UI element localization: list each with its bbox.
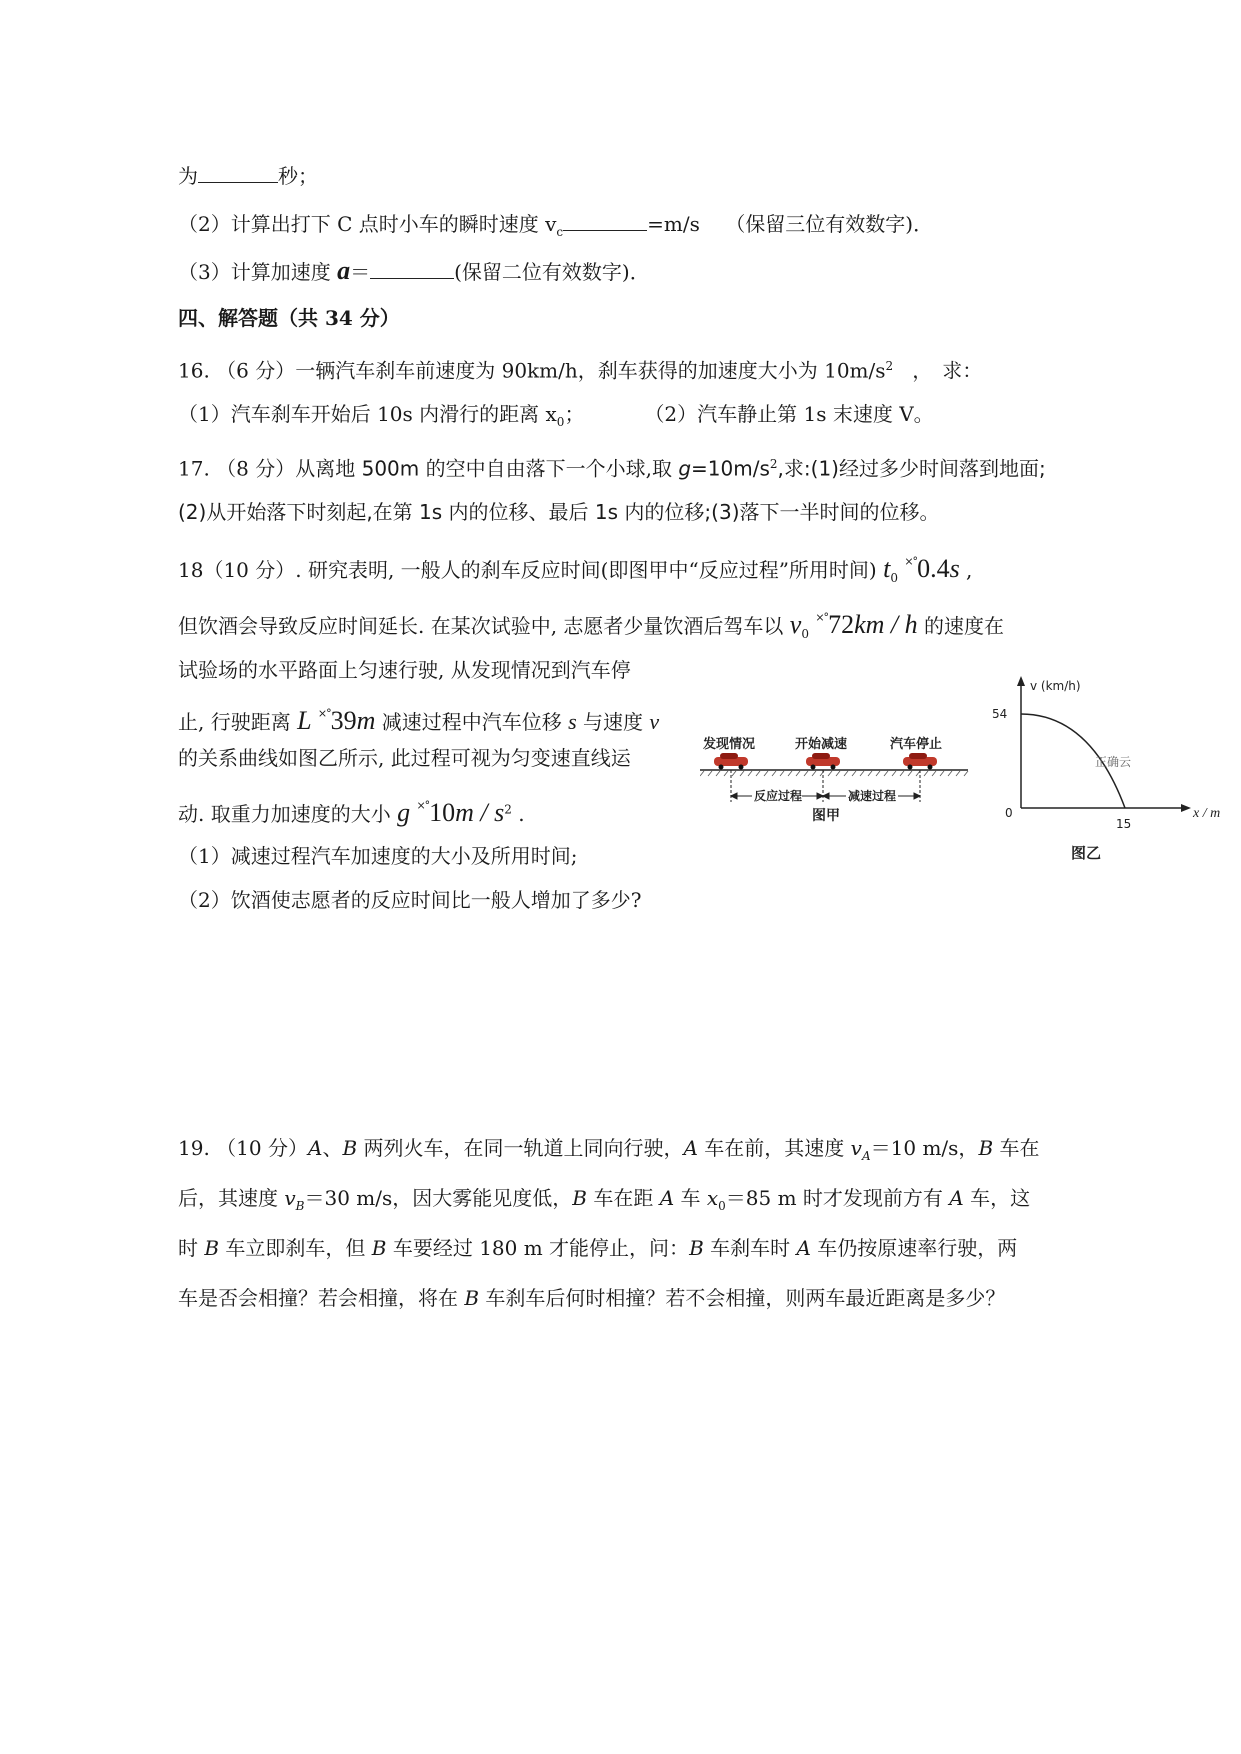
text: 动. 取重力加速度的大小: [178, 802, 398, 826]
math-unit: km / h: [854, 610, 918, 639]
math-value: 10: [429, 798, 456, 827]
q15-line-3: [178, 256, 650, 286]
text: 车在: [993, 1136, 1040, 1160]
math-var: L: [297, 706, 312, 735]
car-icon: [903, 753, 937, 770]
text: ；: [564, 402, 585, 426]
equals-mark: ×°: [416, 799, 430, 812]
car-icon: [806, 753, 840, 770]
q18-part-2: （2）饮酒使志愿者的反应时间比一般人增加了多少?: [178, 888, 642, 912]
q18-line-5: 的关系曲线如图乙所示, 此过程可视为匀变速直线运: [178, 746, 631, 770]
math-var: v: [284, 1186, 296, 1210]
math-value: 0.4: [917, 554, 950, 583]
q15-line-2: [178, 208, 933, 246]
text: (保留二位有效数字)．: [454, 260, 650, 284]
text: ＝30 m/s，因大雾能见度低，: [304, 1186, 573, 1210]
figure-jia: [700, 730, 970, 830]
text: 的速度在: [917, 614, 1004, 638]
label-reaction: 反应过程: [754, 789, 803, 803]
text: （2）汽车静止第 1s 末速度 V。: [644, 402, 934, 426]
road-hatch: [700, 771, 968, 776]
math-unit: m: [356, 706, 376, 735]
math-var: a: [337, 256, 351, 285]
q18-line-1: [178, 548, 972, 592]
text: 1s: [594, 500, 619, 524]
math-var: s: [568, 709, 577, 734]
label-discover: 发现情况: [703, 737, 756, 752]
superscript: 2: [769, 457, 778, 471]
q18-line-3: 试验场的水平路面上匀速行驶, 从发现情况到汽车停: [178, 658, 631, 682]
x-tick-label: 15: [1116, 817, 1132, 831]
math-var: v: [789, 610, 802, 639]
text: 17. （8 分）从离地: [178, 456, 362, 481]
label-start-decel: 开始减速: [795, 737, 848, 752]
math-var: A: [683, 1136, 698, 1160]
text: 内的位移;(3)落下一半时间的位移。: [618, 500, 940, 524]
x-axis-arrow: [1181, 804, 1191, 812]
figure-yi: [985, 672, 1230, 864]
q17-line-1: [178, 450, 1046, 483]
text: 时: [178, 1236, 205, 1260]
text: （保留三位有效数字)．: [725, 212, 934, 236]
q15-line-1: [178, 160, 318, 190]
text: 车要经过 180 m 才能停止，问：: [386, 1236, 690, 1260]
math-var: v: [850, 1136, 862, 1160]
figure-caption: 图乙: [1071, 844, 1102, 862]
text: （1）汽车刹车开始后 10s 内滑行的距离 x: [178, 402, 557, 426]
y-tick-label: 54: [992, 707, 1008, 721]
math-var: t: [883, 554, 891, 583]
math-var: g: [678, 456, 692, 481]
text: 与速度: [576, 710, 650, 734]
section-heading: 四、解答题（共 34 分）: [178, 306, 400, 330]
q16-line-1: [178, 352, 982, 385]
text: =m/s: [647, 212, 700, 236]
text: 车刹车时: [703, 1236, 797, 1260]
subscript: 0: [890, 571, 898, 585]
text: ,: [959, 558, 973, 582]
y-axis-arrow: [1017, 676, 1025, 686]
q16-line-2: [178, 400, 934, 436]
answer-blank: [370, 256, 454, 279]
q19-line-1: [178, 1134, 1040, 1170]
text: 车是否会相撞？若会相撞，将在: [178, 1286, 465, 1310]
text: 后，其速度: [178, 1186, 285, 1210]
text: 18（10 分）. 研究表明, 一般人的刹车反应时间(即图甲中“反应过程”所用时间): [178, 558, 877, 582]
math-var: B: [342, 1136, 358, 1160]
q18-part-1: （1）减速过程汽车加速度的大小及所用时间;: [178, 844, 578, 868]
text: ＝: [350, 260, 371, 284]
text: 、: [322, 1136, 343, 1160]
equals-mark: ×°: [904, 555, 918, 568]
superscript: 2: [885, 359, 894, 373]
subscript: c: [556, 225, 564, 239]
superscript: 2: [504, 802, 512, 817]
label-decel: 减速过程: [848, 789, 897, 803]
car-icon: [714, 753, 748, 770]
q18-line-2: [178, 604, 1004, 648]
q19-line-3: [178, 1234, 1017, 1262]
watermark: 正确云: [1095, 755, 1132, 769]
text: 止, 行驶距离: [178, 710, 298, 734]
label-car-stop: 汽车停止: [890, 737, 943, 752]
subscript: 0: [556, 415, 565, 429]
q17-line-2: [178, 498, 940, 526]
text: （3）计算加速度: [178, 260, 338, 284]
math-var: A: [307, 1136, 323, 1160]
math-value: 72: [828, 610, 855, 639]
text: ＝10 m/s，: [870, 1136, 979, 1160]
text: （2）计算出打下 C 点时小车的瞬时速度 v: [178, 212, 557, 236]
math-value: 39: [330, 706, 357, 735]
math-var: A: [796, 1236, 811, 1260]
math-var: B: [204, 1236, 220, 1260]
text: 秒；: [278, 164, 318, 188]
text: 车在前，其速度: [697, 1136, 851, 1160]
math-var: A: [659, 1186, 675, 1210]
figure-caption: 图甲: [812, 808, 840, 824]
subscript: A: [861, 1149, 871, 1163]
text: 减速过程中汽车位移: [375, 710, 569, 734]
answer-blank: [563, 208, 647, 231]
text: 的空中自由落下一个小球,取: [419, 456, 679, 481]
math-var: B: [978, 1136, 994, 1160]
math-unit: m / s: [455, 798, 505, 827]
text: 车: [674, 1186, 707, 1210]
origin-label: 0: [1005, 806, 1013, 820]
subscript: 0: [801, 627, 809, 641]
text: 两列火车，在同一轨道上同向行驶，: [357, 1136, 684, 1160]
text: =10m/s: [691, 456, 770, 481]
text: 16. （6 分）一辆汽车刹车前速度为 90km/h，刹车获得的加速度大小为 10m/s: [178, 358, 886, 383]
text: .: [511, 802, 525, 826]
text: 500m: [361, 456, 420, 481]
text: 内的位移、最后: [442, 500, 595, 524]
text: ， 求：: [912, 358, 983, 383]
text: 但饮酒会导致反应时间延长. 在某次试验中, 志愿者少量饮酒后驾车以: [178, 614, 790, 638]
q19-line-4: [178, 1284, 1005, 1312]
subscript: B: [295, 1199, 305, 1213]
q18-line-4: [178, 700, 659, 736]
math-var: B: [572, 1186, 587, 1210]
equals-mark: ×°: [815, 611, 829, 624]
math-var: B: [689, 1236, 704, 1260]
x-axis-label: x / m: [1193, 806, 1221, 821]
y-axis-label: v (km/h): [1030, 679, 1081, 693]
text: 车刹车后何时相撞？若不会相撞，则两车最近距离是多少？: [479, 1286, 1006, 1310]
math-var: B: [371, 1236, 387, 1260]
math-var: v: [649, 709, 660, 734]
math-var: g: [397, 798, 411, 827]
subscript: 0: [718, 1199, 726, 1213]
text: 19. （10 分）: [178, 1136, 308, 1160]
text: 车仍按原速率行驶，两: [810, 1236, 1018, 1260]
answer-blank: [198, 160, 278, 183]
text: 为: [178, 164, 198, 188]
math-var: A: [949, 1186, 964, 1210]
math-unit: s: [949, 554, 960, 583]
text: ,求:(1)经过多少时间落到地面;: [777, 456, 1046, 481]
text: (2)从开始落下时刻起,在第: [178, 500, 420, 524]
text: 车立即刹车，但: [219, 1236, 372, 1260]
text: 车在距: [586, 1186, 660, 1210]
q19-line-2: [178, 1184, 1030, 1220]
math-var: B: [464, 1286, 480, 1310]
text: 车，这: [963, 1186, 1031, 1210]
math-var: x: [706, 1186, 719, 1210]
equals-mark: ×°: [317, 707, 331, 720]
text: ＝85 m 时才发现前方有: [725, 1186, 950, 1210]
q18-line-6: [178, 792, 525, 828]
text: 1s: [419, 500, 443, 524]
